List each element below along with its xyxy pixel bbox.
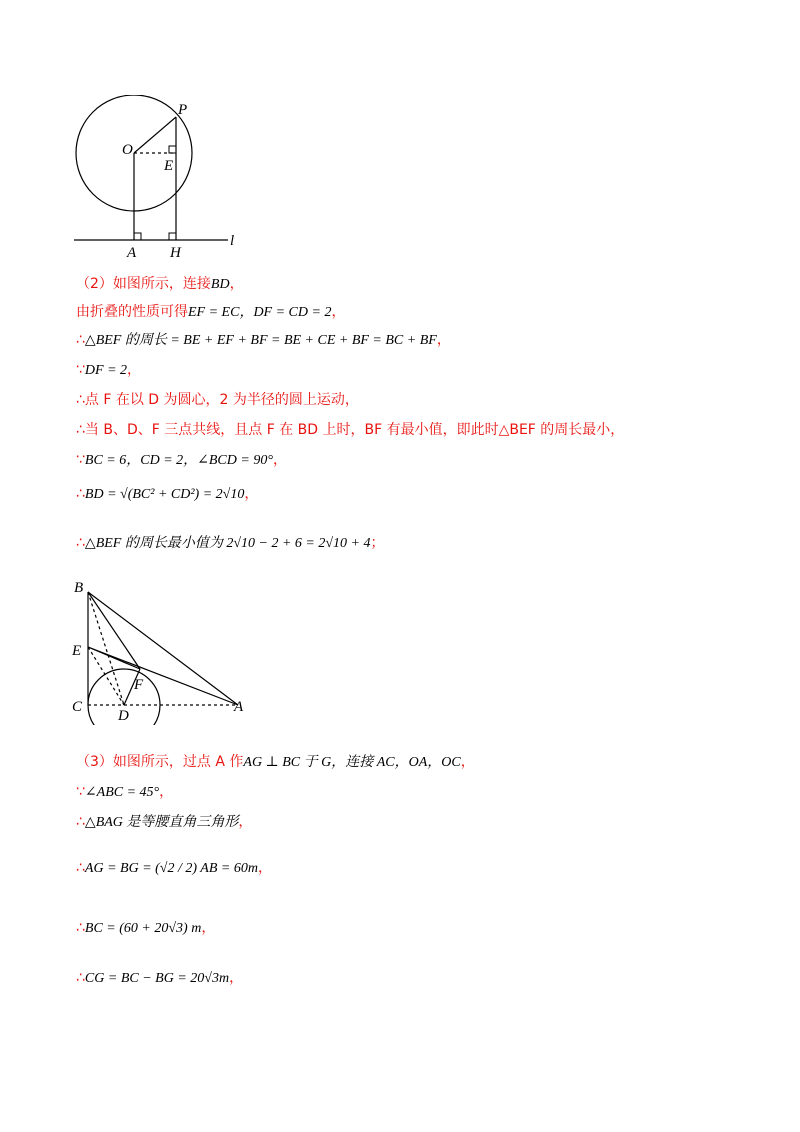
text-line-13: ∴AG = BG = (√2 / 2) AB = 60m， <box>76 860 272 876</box>
right-angle-e <box>169 146 176 153</box>
segment-ed-dashed <box>88 647 124 705</box>
label-p: P <box>178 102 188 118</box>
segment-op <box>134 117 176 153</box>
label-e: E <box>164 158 174 174</box>
right-angle-h <box>169 233 176 240</box>
text-line-14: ∴BC = (60 + 20√3) m， <box>76 920 216 936</box>
text-line-15: ∴CG = BC − BG = 20√3m， <box>76 970 244 986</box>
text-line-4: ∵DF = 2， <box>76 362 142 378</box>
label-c: C <box>72 699 83 715</box>
text-line-9: ∴△BEF 的周长最小值为 2√10 − 2 + 6 = 2√10 + 4； <box>76 535 385 551</box>
segment-ea <box>88 647 238 705</box>
text-line-11: ∵∠ABC = 45°， <box>76 784 174 800</box>
label-d: D <box>118 708 129 724</box>
label-h: H <box>170 245 181 260</box>
label-b: B <box>74 580 84 596</box>
text-line-1: （2）如图所示，连接BD， <box>76 276 244 292</box>
text-line-8: ∴BD = √(BC² + CD²) = 2√10， <box>76 486 259 502</box>
label-l: l <box>230 233 235 249</box>
figure-triangle-circle <box>68 575 268 725</box>
text-line-3: ∴△BEF 的周长 = BE + EF + BF = BE + CE + BF = BC + BF， <box>76 332 451 348</box>
label-e2: E <box>72 643 82 659</box>
label-f: F <box>134 677 144 693</box>
right-angle-a <box>134 233 141 240</box>
text-line-12: ∴△BAG 是等腰直角三角形， <box>76 814 253 830</box>
text-line-6: ∴当 B、D、F 三点共线，且点 F 在 BD 上时，BF 有最小值，即此时△BEF 的周长最小， <box>76 422 625 438</box>
segment-ba <box>88 592 238 705</box>
text-line-5: ∴点 F 在以 D 为圆心，2 为半径的圆上运动， <box>76 392 359 408</box>
text-line-7: ∵BC = 6，CD = 2，∠BCD = 90°， <box>76 452 287 468</box>
text-line-2: 由折叠的性质可得EF = EC，DF = CD = 2， <box>76 304 346 320</box>
text-line-10: （3）如图所示，过点 A 作AG ⊥ BC 于 G，连接 AC，OA，OC， <box>76 754 475 770</box>
label-o: O <box>122 142 133 158</box>
label-a: A <box>127 245 137 260</box>
figure-circle-tangent <box>60 95 260 260</box>
label-a2: A <box>234 699 244 715</box>
